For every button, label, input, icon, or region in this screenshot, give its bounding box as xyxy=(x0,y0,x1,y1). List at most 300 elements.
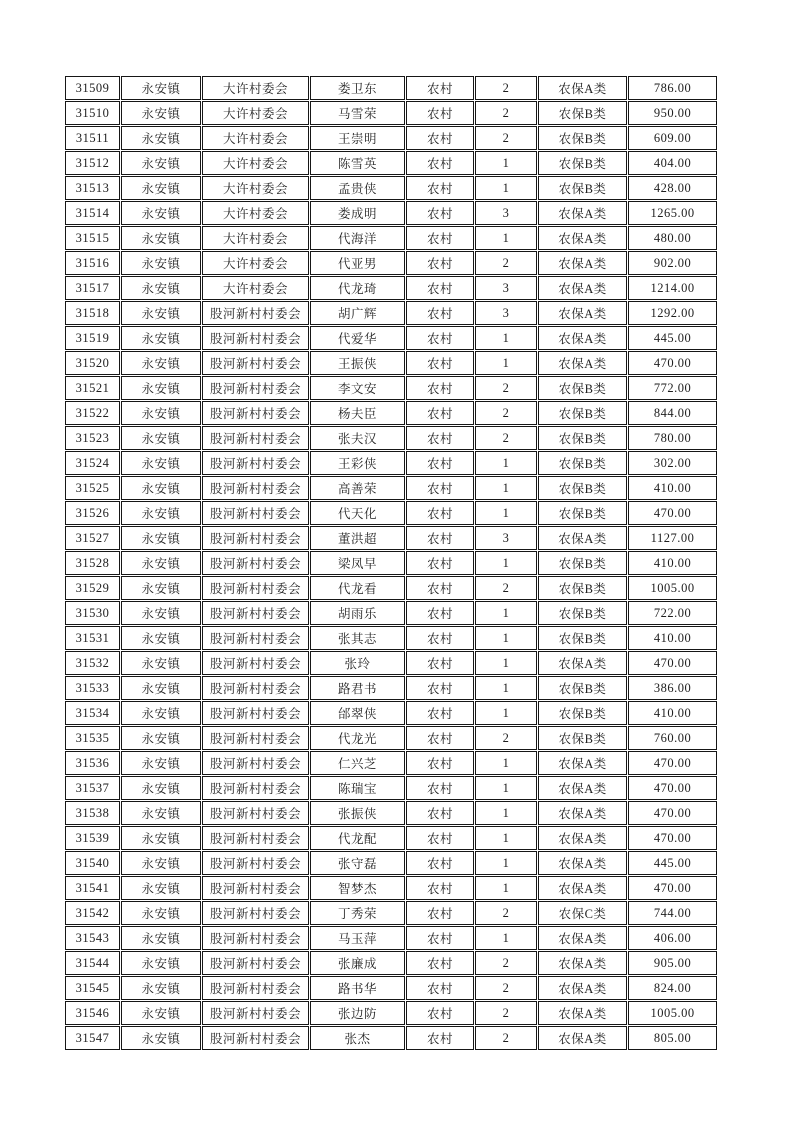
insurance-category-cell: 农保A类 xyxy=(538,1026,627,1050)
village-committee-cell: 大许村委会 xyxy=(202,251,309,275)
person-count-cell: 1 xyxy=(475,601,537,625)
person-name-cell: 王彩侠 xyxy=(310,451,405,475)
residence-type-cell: 农村 xyxy=(406,126,474,150)
insurance-category-cell: 农保B类 xyxy=(538,726,627,750)
residence-type-cell: 农村 xyxy=(406,226,474,250)
person-count-cell: 1 xyxy=(475,176,537,200)
table-row xyxy=(65,76,717,100)
person-name-cell: 张玲 xyxy=(310,651,405,675)
amount-cell: 470.00 xyxy=(628,876,717,900)
record-id-cell: 31534 xyxy=(65,701,120,725)
village-committee-cell: 股河新村村委会 xyxy=(202,526,309,550)
village-committee-cell: 股河新村村委会 xyxy=(202,1001,309,1025)
insurance-category-cell: 农保A类 xyxy=(538,976,627,1000)
amount-cell: 1127.00 xyxy=(628,526,717,550)
town-cell: 永安镇 xyxy=(121,976,201,1000)
town-cell: 永安镇 xyxy=(121,751,201,775)
village-committee-cell: 大许村委会 xyxy=(202,226,309,250)
town-cell: 永安镇 xyxy=(121,126,201,150)
village-committee-cell: 股河新村村委会 xyxy=(202,701,309,725)
residence-type-cell: 农村 xyxy=(406,601,474,625)
person-count-cell: 2 xyxy=(475,126,537,150)
residence-type-cell: 农村 xyxy=(406,351,474,375)
village-committee-cell: 股河新村村委会 xyxy=(202,776,309,800)
insurance-category-cell: 农保B类 xyxy=(538,451,627,475)
village-committee-cell: 股河新村村委会 xyxy=(202,426,309,450)
town-cell: 永安镇 xyxy=(121,151,201,175)
town-cell: 永安镇 xyxy=(121,701,201,725)
insurance-category-cell: 农保A类 xyxy=(538,826,627,850)
person-name-cell: 代龙看 xyxy=(310,576,405,600)
town-cell: 永安镇 xyxy=(121,926,201,950)
record-id-cell: 31536 xyxy=(65,751,120,775)
record-id-cell: 31526 xyxy=(65,501,120,525)
town-cell: 永安镇 xyxy=(121,801,201,825)
person-count-cell: 2 xyxy=(475,376,537,400)
table-row xyxy=(65,501,717,525)
residence-type-cell: 农村 xyxy=(406,1001,474,1025)
insurance-category-cell: 农保B类 xyxy=(538,401,627,425)
record-id-cell: 31539 xyxy=(65,826,120,850)
person-name-cell: 丁秀荣 xyxy=(310,901,405,925)
insurance-category-cell: 农保B类 xyxy=(538,101,627,125)
person-count-cell: 2 xyxy=(475,951,537,975)
person-name-cell: 娄卫东 xyxy=(310,76,405,100)
residence-type-cell: 农村 xyxy=(406,951,474,975)
person-name-cell: 马雪荣 xyxy=(310,101,405,125)
person-count-cell: 1 xyxy=(475,226,537,250)
table-row xyxy=(65,201,717,225)
amount-cell: 1005.00 xyxy=(628,576,717,600)
person-name-cell: 张边防 xyxy=(310,1001,405,1025)
residence-type-cell: 农村 xyxy=(406,251,474,275)
table-row xyxy=(65,976,717,1000)
person-count-cell: 2 xyxy=(475,976,537,1000)
insurance-category-cell: 农保A类 xyxy=(538,926,627,950)
insurance-category-cell: 农保A类 xyxy=(538,1001,627,1025)
residence-type-cell: 农村 xyxy=(406,801,474,825)
record-id-cell: 31541 xyxy=(65,876,120,900)
residence-type-cell: 农村 xyxy=(406,301,474,325)
village-committee-cell: 股河新村村委会 xyxy=(202,1026,309,1050)
village-committee-cell: 股河新村村委会 xyxy=(202,551,309,575)
amount-cell: 950.00 xyxy=(628,101,717,125)
town-cell: 永安镇 xyxy=(121,301,201,325)
person-name-cell: 代海洋 xyxy=(310,226,405,250)
table-row xyxy=(65,476,717,500)
town-cell: 永安镇 xyxy=(121,376,201,400)
insurance-category-cell: 农保B类 xyxy=(538,501,627,525)
amount-cell: 744.00 xyxy=(628,901,717,925)
person-name-cell: 娄成明 xyxy=(310,201,405,225)
person-name-cell: 代天化 xyxy=(310,501,405,525)
person-count-cell: 1 xyxy=(475,751,537,775)
person-count-cell: 1 xyxy=(475,501,537,525)
insurance-category-cell: 农保A类 xyxy=(538,876,627,900)
amount-cell: 1005.00 xyxy=(628,1001,717,1025)
amount-cell: 445.00 xyxy=(628,326,717,350)
residence-type-cell: 农村 xyxy=(406,376,474,400)
residence-type-cell: 农村 xyxy=(406,726,474,750)
person-name-cell: 代龙光 xyxy=(310,726,405,750)
table-row xyxy=(65,801,717,825)
insurance-category-cell: 农保B类 xyxy=(538,476,627,500)
village-committee-cell: 大许村委会 xyxy=(202,176,309,200)
person-name-cell: 张其志 xyxy=(310,626,405,650)
residence-type-cell: 农村 xyxy=(406,876,474,900)
town-cell: 永安镇 xyxy=(121,601,201,625)
person-count-cell: 1 xyxy=(475,701,537,725)
person-count-cell: 2 xyxy=(475,76,537,100)
person-count-cell: 2 xyxy=(475,1001,537,1025)
record-id-cell: 31525 xyxy=(65,476,120,500)
amount-cell: 410.00 xyxy=(628,626,717,650)
amount-cell: 406.00 xyxy=(628,926,717,950)
town-cell: 永安镇 xyxy=(121,901,201,925)
person-name-cell: 智梦杰 xyxy=(310,876,405,900)
table-row xyxy=(65,526,717,550)
amount-cell: 1265.00 xyxy=(628,201,717,225)
residence-type-cell: 农村 xyxy=(406,426,474,450)
insurance-category-cell: 农保A类 xyxy=(538,301,627,325)
village-committee-cell: 股河新村村委会 xyxy=(202,326,309,350)
record-id-cell: 31543 xyxy=(65,926,120,950)
town-cell: 永安镇 xyxy=(121,651,201,675)
amount-cell: 470.00 xyxy=(628,351,717,375)
village-committee-cell: 股河新村村委会 xyxy=(202,801,309,825)
village-committee-cell: 股河新村村委会 xyxy=(202,476,309,500)
person-count-cell: 2 xyxy=(475,251,537,275)
record-id-cell: 31540 xyxy=(65,851,120,875)
residence-type-cell: 农村 xyxy=(406,401,474,425)
person-name-cell: 梁凤早 xyxy=(310,551,405,575)
person-name-cell: 张廉成 xyxy=(310,951,405,975)
insurance-category-cell: 农保B类 xyxy=(538,626,627,650)
record-id-cell: 31523 xyxy=(65,426,120,450)
insurance-category-cell: 农保B类 xyxy=(538,151,627,175)
town-cell: 永安镇 xyxy=(121,1026,201,1050)
person-name-cell: 杨夫臣 xyxy=(310,401,405,425)
record-id-cell: 31515 xyxy=(65,226,120,250)
residence-type-cell: 农村 xyxy=(406,826,474,850)
insurance-category-cell: 农保A类 xyxy=(538,201,627,225)
residence-type-cell: 农村 xyxy=(406,751,474,775)
table-row xyxy=(65,351,717,375)
person-count-cell: 2 xyxy=(475,726,537,750)
residence-type-cell: 农村 xyxy=(406,151,474,175)
village-committee-cell: 股河新村村委会 xyxy=(202,401,309,425)
record-id-cell: 31519 xyxy=(65,326,120,350)
amount-cell: 844.00 xyxy=(628,401,717,425)
person-count-cell: 2 xyxy=(475,426,537,450)
record-id-cell: 31512 xyxy=(65,151,120,175)
amount-cell: 428.00 xyxy=(628,176,717,200)
town-cell: 永安镇 xyxy=(121,276,201,300)
record-id-cell: 31509 xyxy=(65,76,120,100)
record-id-cell: 31510 xyxy=(65,101,120,125)
person-count-cell: 1 xyxy=(475,326,537,350)
table-row xyxy=(65,276,717,300)
person-count-cell: 2 xyxy=(475,401,537,425)
town-cell: 永安镇 xyxy=(121,551,201,575)
record-id-cell: 31520 xyxy=(65,351,120,375)
insurance-category-cell: 农保A类 xyxy=(538,851,627,875)
insurance-category-cell: 农保B类 xyxy=(538,601,627,625)
record-id-cell: 31531 xyxy=(65,626,120,650)
record-id-cell: 31544 xyxy=(65,951,120,975)
residence-type-cell: 农村 xyxy=(406,76,474,100)
residence-type-cell: 农村 xyxy=(406,276,474,300)
town-cell: 永安镇 xyxy=(121,676,201,700)
village-committee-cell: 股河新村村委会 xyxy=(202,676,309,700)
town-cell: 永安镇 xyxy=(121,76,201,100)
insurance-category-cell: 农保B类 xyxy=(538,576,627,600)
amount-cell: 780.00 xyxy=(628,426,717,450)
record-id-cell: 31524 xyxy=(65,451,120,475)
record-id-cell: 31537 xyxy=(65,776,120,800)
record-id-cell: 31518 xyxy=(65,301,120,325)
village-committee-cell: 股河新村村委会 xyxy=(202,926,309,950)
village-committee-cell: 股河新村村委会 xyxy=(202,451,309,475)
person-name-cell: 代龙琦 xyxy=(310,276,405,300)
person-count-cell: 1 xyxy=(475,451,537,475)
amount-cell: 470.00 xyxy=(628,751,717,775)
record-id-cell: 31533 xyxy=(65,676,120,700)
town-cell: 永安镇 xyxy=(121,501,201,525)
town-cell: 永安镇 xyxy=(121,351,201,375)
person-name-cell: 代爱华 xyxy=(310,326,405,350)
residence-type-cell: 农村 xyxy=(406,526,474,550)
record-id-cell: 31535 xyxy=(65,726,120,750)
person-name-cell: 张振侠 xyxy=(310,801,405,825)
record-id-cell: 31521 xyxy=(65,376,120,400)
record-id-cell: 31528 xyxy=(65,551,120,575)
insurance-category-cell: 农保A类 xyxy=(538,226,627,250)
record-id-cell: 31529 xyxy=(65,576,120,600)
town-cell: 永安镇 xyxy=(121,226,201,250)
person-name-cell: 李文安 xyxy=(310,376,405,400)
person-count-cell: 1 xyxy=(475,851,537,875)
person-name-cell: 仁兴芝 xyxy=(310,751,405,775)
benefits-roster-table xyxy=(64,75,718,1051)
table-row xyxy=(65,601,717,625)
village-committee-cell: 大许村委会 xyxy=(202,101,309,125)
insurance-category-cell: 农保A类 xyxy=(538,251,627,275)
table-body xyxy=(65,76,717,1050)
person-count-cell: 1 xyxy=(475,676,537,700)
town-cell: 永安镇 xyxy=(121,851,201,875)
residence-type-cell: 农村 xyxy=(406,1026,474,1050)
town-cell: 永安镇 xyxy=(121,576,201,600)
amount-cell: 1292.00 xyxy=(628,301,717,325)
residence-type-cell: 农村 xyxy=(406,626,474,650)
amount-cell: 302.00 xyxy=(628,451,717,475)
person-count-cell: 1 xyxy=(475,351,537,375)
table-row xyxy=(65,701,717,725)
residence-type-cell: 农村 xyxy=(406,976,474,1000)
residence-type-cell: 农村 xyxy=(406,776,474,800)
person-name-cell: 胡广辉 xyxy=(310,301,405,325)
town-cell: 永安镇 xyxy=(121,101,201,125)
person-count-cell: 3 xyxy=(475,201,537,225)
table-row xyxy=(65,426,717,450)
village-committee-cell: 股河新村村委会 xyxy=(202,626,309,650)
amount-cell: 722.00 xyxy=(628,601,717,625)
person-count-cell: 2 xyxy=(475,576,537,600)
table-row xyxy=(65,126,717,150)
person-count-cell: 1 xyxy=(475,926,537,950)
insurance-category-cell: 农保A类 xyxy=(538,751,627,775)
town-cell: 永安镇 xyxy=(121,726,201,750)
town-cell: 永安镇 xyxy=(121,476,201,500)
residence-type-cell: 农村 xyxy=(406,551,474,575)
table-row xyxy=(65,576,717,600)
record-id-cell: 31530 xyxy=(65,601,120,625)
residence-type-cell: 农村 xyxy=(406,676,474,700)
person-name-cell: 张守磊 xyxy=(310,851,405,875)
village-committee-cell: 股河新村村委会 xyxy=(202,851,309,875)
person-count-cell: 1 xyxy=(475,551,537,575)
record-id-cell: 31522 xyxy=(65,401,120,425)
insurance-category-cell: 农保B类 xyxy=(538,376,627,400)
residence-type-cell: 农村 xyxy=(406,701,474,725)
insurance-category-cell: 农保B类 xyxy=(538,426,627,450)
person-name-cell: 董洪超 xyxy=(310,526,405,550)
person-name-cell: 马玉萍 xyxy=(310,926,405,950)
amount-cell: 786.00 xyxy=(628,76,717,100)
table-row xyxy=(65,776,717,800)
person-name-cell: 路君书 xyxy=(310,676,405,700)
person-count-cell: 3 xyxy=(475,301,537,325)
amount-cell: 470.00 xyxy=(628,826,717,850)
person-count-cell: 1 xyxy=(475,776,537,800)
town-cell: 永安镇 xyxy=(121,426,201,450)
table-row xyxy=(65,301,717,325)
table-row xyxy=(65,851,717,875)
person-name-cell: 陈雪英 xyxy=(310,151,405,175)
table-row xyxy=(65,176,717,200)
village-committee-cell: 股河新村村委会 xyxy=(202,651,309,675)
village-committee-cell: 股河新村村委会 xyxy=(202,901,309,925)
table-row xyxy=(65,151,717,175)
amount-cell: 410.00 xyxy=(628,701,717,725)
person-count-cell: 2 xyxy=(475,1026,537,1050)
person-name-cell: 王崇明 xyxy=(310,126,405,150)
insurance-category-cell: 农保B类 xyxy=(538,676,627,700)
amount-cell: 609.00 xyxy=(628,126,717,150)
table-row xyxy=(65,951,717,975)
amount-cell: 410.00 xyxy=(628,551,717,575)
record-id-cell: 31514 xyxy=(65,201,120,225)
person-count-cell: 1 xyxy=(475,626,537,650)
residence-type-cell: 农村 xyxy=(406,651,474,675)
person-count-cell: 1 xyxy=(475,876,537,900)
town-cell: 永安镇 xyxy=(121,1001,201,1025)
amount-cell: 772.00 xyxy=(628,376,717,400)
record-id-cell: 31532 xyxy=(65,651,120,675)
amount-cell: 404.00 xyxy=(628,151,717,175)
table-row xyxy=(65,376,717,400)
town-cell: 永安镇 xyxy=(121,626,201,650)
residence-type-cell: 农村 xyxy=(406,926,474,950)
insurance-category-cell: 农保A类 xyxy=(538,526,627,550)
amount-cell: 470.00 xyxy=(628,501,717,525)
table-row xyxy=(65,876,717,900)
residence-type-cell: 农村 xyxy=(406,101,474,125)
table-row xyxy=(65,226,717,250)
table-row xyxy=(65,651,717,675)
village-committee-cell: 股河新村村委会 xyxy=(202,751,309,775)
person-count-cell: 2 xyxy=(475,901,537,925)
person-name-cell: 路书华 xyxy=(310,976,405,1000)
person-count-cell: 1 xyxy=(475,801,537,825)
village-committee-cell: 股河新村村委会 xyxy=(202,601,309,625)
record-id-cell: 31513 xyxy=(65,176,120,200)
village-committee-cell: 股河新村村委会 xyxy=(202,876,309,900)
insurance-category-cell: 农保C类 xyxy=(538,901,627,925)
town-cell: 永安镇 xyxy=(121,401,201,425)
table-row xyxy=(65,751,717,775)
town-cell: 永安镇 xyxy=(121,526,201,550)
insurance-category-cell: 农保B类 xyxy=(538,126,627,150)
village-committee-cell: 股河新村村委会 xyxy=(202,976,309,1000)
village-committee-cell: 股河新村村委会 xyxy=(202,726,309,750)
residence-type-cell: 农村 xyxy=(406,501,474,525)
insurance-category-cell: 农保B类 xyxy=(538,176,627,200)
village-committee-cell: 股河新村村委会 xyxy=(202,951,309,975)
village-committee-cell: 股河新村村委会 xyxy=(202,301,309,325)
person-name-cell: 张杰 xyxy=(310,1026,405,1050)
amount-cell: 470.00 xyxy=(628,651,717,675)
record-id-cell: 31516 xyxy=(65,251,120,275)
person-name-cell: 代龙配 xyxy=(310,826,405,850)
record-id-cell: 31542 xyxy=(65,901,120,925)
residence-type-cell: 农村 xyxy=(406,576,474,600)
residence-type-cell: 农村 xyxy=(406,901,474,925)
residence-type-cell: 农村 xyxy=(406,476,474,500)
amount-cell: 410.00 xyxy=(628,476,717,500)
village-committee-cell: 大许村委会 xyxy=(202,151,309,175)
town-cell: 永安镇 xyxy=(121,326,201,350)
village-committee-cell: 大许村委会 xyxy=(202,201,309,225)
table-row xyxy=(65,551,717,575)
person-name-cell: 陈瑞宝 xyxy=(310,776,405,800)
person-count-cell: 1 xyxy=(475,151,537,175)
person-count-cell: 1 xyxy=(475,826,537,850)
residence-type-cell: 农村 xyxy=(406,176,474,200)
town-cell: 永安镇 xyxy=(121,876,201,900)
record-id-cell: 31527 xyxy=(65,526,120,550)
town-cell: 永安镇 xyxy=(121,776,201,800)
amount-cell: 805.00 xyxy=(628,1026,717,1050)
table-row xyxy=(65,326,717,350)
table-row xyxy=(65,626,717,650)
amount-cell: 470.00 xyxy=(628,801,717,825)
amount-cell: 445.00 xyxy=(628,851,717,875)
insurance-category-cell: 农保A类 xyxy=(538,801,627,825)
residence-type-cell: 农村 xyxy=(406,451,474,475)
person-name-cell: 邰翠侠 xyxy=(310,701,405,725)
table-row xyxy=(65,726,717,750)
person-name-cell: 代亚男 xyxy=(310,251,405,275)
insurance-category-cell: 农保A类 xyxy=(538,76,627,100)
table-row xyxy=(65,676,717,700)
record-id-cell: 31545 xyxy=(65,976,120,1000)
table-row xyxy=(65,451,717,475)
amount-cell: 905.00 xyxy=(628,951,717,975)
village-committee-cell: 大许村委会 xyxy=(202,76,309,100)
table-row xyxy=(65,826,717,850)
